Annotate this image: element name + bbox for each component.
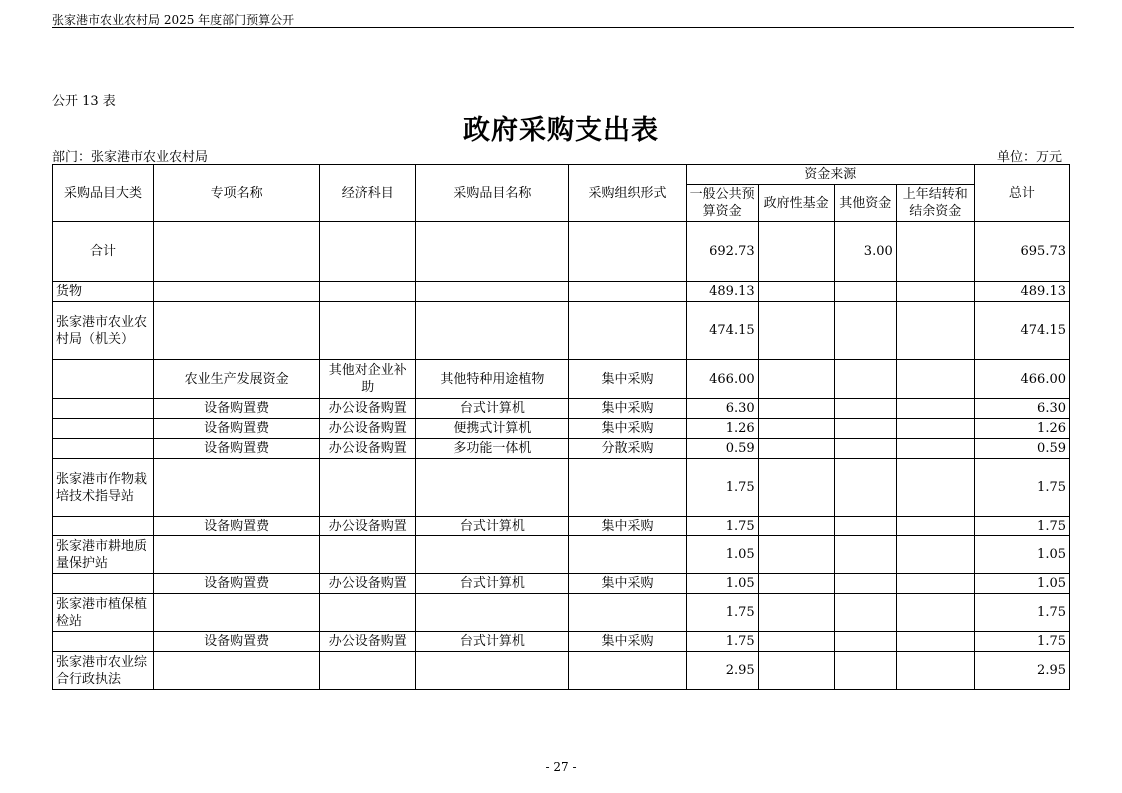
cell-carryover — [896, 399, 974, 419]
cell-category — [53, 632, 154, 652]
cell-general: 0.59 — [686, 439, 758, 459]
cell-gov-fund — [758, 360, 834, 399]
cell-total: 489.13 — [974, 282, 1069, 302]
col-project-header: 专项名称 — [154, 165, 320, 222]
cell-gov-fund — [758, 574, 834, 594]
cell-category — [53, 399, 154, 419]
cell-econ — [320, 536, 416, 574]
table-row — [53, 419, 1070, 439]
cell-other — [834, 419, 896, 439]
cell-econ — [320, 282, 416, 302]
cell-carryover — [896, 574, 974, 594]
cell-gov-fund — [758, 594, 834, 632]
cell-category: 张家港市作物栽培技术指导站 — [53, 459, 154, 517]
cell-general: 466.00 — [686, 360, 758, 399]
page-number: - 27 - — [545, 760, 577, 774]
cell-total: 1.26 — [974, 419, 1069, 439]
col-gov-fund-header: 政府性基金 — [758, 185, 834, 222]
cell-project — [154, 222, 320, 282]
cell-project: 设备购置费 — [154, 517, 320, 536]
cell-project: 设备购置费 — [154, 399, 320, 419]
cell-total: 0.59 — [974, 439, 1069, 459]
cell-total: 466.00 — [974, 360, 1069, 399]
cell-project: 设备购置费 — [154, 632, 320, 652]
cell-econ: 办公设备购置 — [320, 574, 416, 594]
cell-method: 集中采购 — [569, 399, 686, 419]
cell-method: 集中采购 — [569, 574, 686, 594]
cell-total: 6.30 — [974, 399, 1069, 419]
cell-gov-fund — [758, 222, 834, 282]
cell-econ: 其他对企业补助 — [320, 360, 416, 399]
table-row — [53, 360, 1070, 399]
cell-general: 1.05 — [686, 536, 758, 574]
cell-carryover — [896, 459, 974, 517]
cell-project — [154, 652, 320, 690]
cell-item: 台式计算机 — [416, 399, 569, 419]
cell-gov-fund — [758, 302, 834, 360]
cell-method — [569, 282, 686, 302]
table-number: 公开 13 表 — [52, 94, 116, 109]
table-row — [53, 652, 1070, 690]
table-row — [53, 574, 1070, 594]
cell-method — [569, 222, 686, 282]
cell-total: 1.75 — [974, 594, 1069, 632]
cell-gov-fund — [758, 632, 834, 652]
cell-econ: 办公设备购置 — [320, 632, 416, 652]
cell-project: 农业生产发展资金 — [154, 360, 320, 399]
cell-category — [53, 419, 154, 439]
cell-general: 692.73 — [686, 222, 758, 282]
cell-category — [53, 360, 154, 399]
cell-project — [154, 536, 320, 574]
col-item-header: 采购品目名称 — [416, 165, 569, 222]
cell-general: 489.13 — [686, 282, 758, 302]
table-row — [53, 517, 1070, 536]
cell-project: 设备购置费 — [154, 419, 320, 439]
cell-total: 695.73 — [974, 222, 1069, 282]
cell-other — [834, 282, 896, 302]
cell-other — [834, 459, 896, 517]
cell-general: 1.26 — [686, 419, 758, 439]
cell-other — [834, 652, 896, 690]
cell-item: 台式计算机 — [416, 574, 569, 594]
cell-other — [834, 302, 896, 360]
cell-method: 集中采购 — [569, 360, 686, 399]
cell-item — [416, 302, 569, 360]
cell-method — [569, 652, 686, 690]
cell-item: 便携式计算机 — [416, 419, 569, 439]
cell-method — [569, 302, 686, 360]
table-row — [53, 399, 1070, 419]
col-source-group-header: 资金来源 — [686, 165, 974, 185]
cell-other — [834, 632, 896, 652]
cell-general: 1.75 — [686, 459, 758, 517]
cell-project: 设备购置费 — [154, 439, 320, 459]
cell-econ — [320, 594, 416, 632]
table-row — [53, 632, 1070, 652]
cell-category: 货物 — [53, 282, 154, 302]
cell-category: 张家港市农业农村局（机关） — [53, 302, 154, 360]
cell-method — [569, 459, 686, 517]
cell-carryover — [896, 536, 974, 574]
table-row — [53, 536, 1070, 574]
cell-item — [416, 536, 569, 574]
cell-category: 合计 — [53, 222, 154, 282]
cell-general: 1.75 — [686, 517, 758, 536]
department-label: 部门：张家港市农业农村局 — [52, 150, 209, 165]
cell-method: 分散采购 — [569, 439, 686, 459]
cell-general: 1.75 — [686, 632, 758, 652]
cell-general: 474.15 — [686, 302, 758, 360]
cell-method: 集中采购 — [569, 419, 686, 439]
cell-econ: 办公设备购置 — [320, 399, 416, 419]
cell-econ: 办公设备购置 — [320, 439, 416, 459]
cell-other — [834, 517, 896, 536]
cell-item — [416, 459, 569, 517]
col-general-header: 一般公共预算资金 — [686, 185, 758, 222]
cell-general: 2.95 — [686, 652, 758, 690]
cell-econ — [320, 302, 416, 360]
cell-gov-fund — [758, 282, 834, 302]
table-row — [53, 282, 1070, 302]
cell-method: 集中采购 — [569, 632, 686, 652]
table-row — [53, 302, 1070, 360]
cell-other — [834, 536, 896, 574]
cell-gov-fund — [758, 439, 834, 459]
col-category-header: 采购品目大类 — [53, 165, 154, 222]
cell-general: 1.05 — [686, 574, 758, 594]
cell-gov-fund — [758, 459, 834, 517]
procurement-table — [52, 164, 1070, 690]
cell-general: 1.75 — [686, 594, 758, 632]
cell-other — [834, 399, 896, 419]
table-row — [53, 459, 1070, 517]
cell-project — [154, 459, 320, 517]
cell-carryover — [896, 360, 974, 399]
cell-total: 2.95 — [974, 652, 1069, 690]
cell-item: 台式计算机 — [416, 632, 569, 652]
cell-gov-fund — [758, 652, 834, 690]
cell-item: 台式计算机 — [416, 517, 569, 536]
cell-method — [569, 536, 686, 574]
cell-project — [154, 282, 320, 302]
cell-econ — [320, 222, 416, 282]
cell-other — [834, 594, 896, 632]
cell-category — [53, 574, 154, 594]
cell-carryover — [896, 652, 974, 690]
cell-category — [53, 439, 154, 459]
cell-project: 设备购置费 — [154, 574, 320, 594]
cell-carryover — [896, 517, 974, 536]
cell-gov-fund — [758, 517, 834, 536]
col-carryover-header: 上年结转和结余资金 — [896, 185, 974, 222]
col-total-header: 总计 — [974, 165, 1069, 222]
cell-category: 张家港市农业综合行政执法 — [53, 652, 154, 690]
cell-item: 其他特种用途植物 — [416, 360, 569, 399]
cell-project — [154, 302, 320, 360]
cell-total: 1.75 — [974, 459, 1069, 517]
cell-other — [834, 360, 896, 399]
cell-item — [416, 222, 569, 282]
col-method-header: 采购组织形式 — [569, 165, 686, 222]
cell-carryover — [896, 302, 974, 360]
cell-carryover — [896, 632, 974, 652]
cell-item — [416, 282, 569, 302]
cell-total: 474.15 — [974, 302, 1069, 360]
cell-item: 多功能一体机 — [416, 439, 569, 459]
cell-carryover — [896, 439, 974, 459]
col-other-header: 其他资金 — [834, 185, 896, 222]
table-row — [53, 594, 1070, 632]
cell-project — [154, 594, 320, 632]
cell-econ — [320, 652, 416, 690]
cell-item — [416, 594, 569, 632]
running-header: 张家港市农业农村局 2025 年度部门预算公开 — [52, 13, 295, 27]
cell-total: 1.75 — [974, 517, 1069, 536]
cell-category: 张家港市耕地质量保护站 — [53, 536, 154, 574]
cell-method — [569, 594, 686, 632]
cell-carryover — [896, 282, 974, 302]
cell-gov-fund — [758, 419, 834, 439]
col-econ-header: 经济科目 — [320, 165, 416, 222]
cell-item — [416, 652, 569, 690]
unit-label: 单位：万元 — [997, 150, 1063, 165]
cell-carryover — [896, 222, 974, 282]
cell-gov-fund — [758, 536, 834, 574]
cell-general: 6.30 — [686, 399, 758, 419]
cell-carryover — [896, 419, 974, 439]
table-row — [53, 222, 1070, 282]
page-title: 政府采购支出表 — [463, 115, 659, 146]
header-rule — [52, 27, 1074, 28]
cell-total: 1.05 — [974, 536, 1069, 574]
cell-category: 张家港市植保植检站 — [53, 594, 154, 632]
cell-econ — [320, 459, 416, 517]
cell-category — [53, 517, 154, 536]
table-row — [53, 439, 1070, 459]
cell-other — [834, 439, 896, 459]
cell-econ: 办公设备购置 — [320, 419, 416, 439]
cell-other — [834, 574, 896, 594]
cell-other: 3.00 — [834, 222, 896, 282]
cell-total: 1.75 — [974, 632, 1069, 652]
cell-econ: 办公设备购置 — [320, 517, 416, 536]
cell-carryover — [896, 594, 974, 632]
cell-gov-fund — [758, 399, 834, 419]
cell-total: 1.05 — [974, 574, 1069, 594]
cell-method: 集中采购 — [569, 517, 686, 536]
